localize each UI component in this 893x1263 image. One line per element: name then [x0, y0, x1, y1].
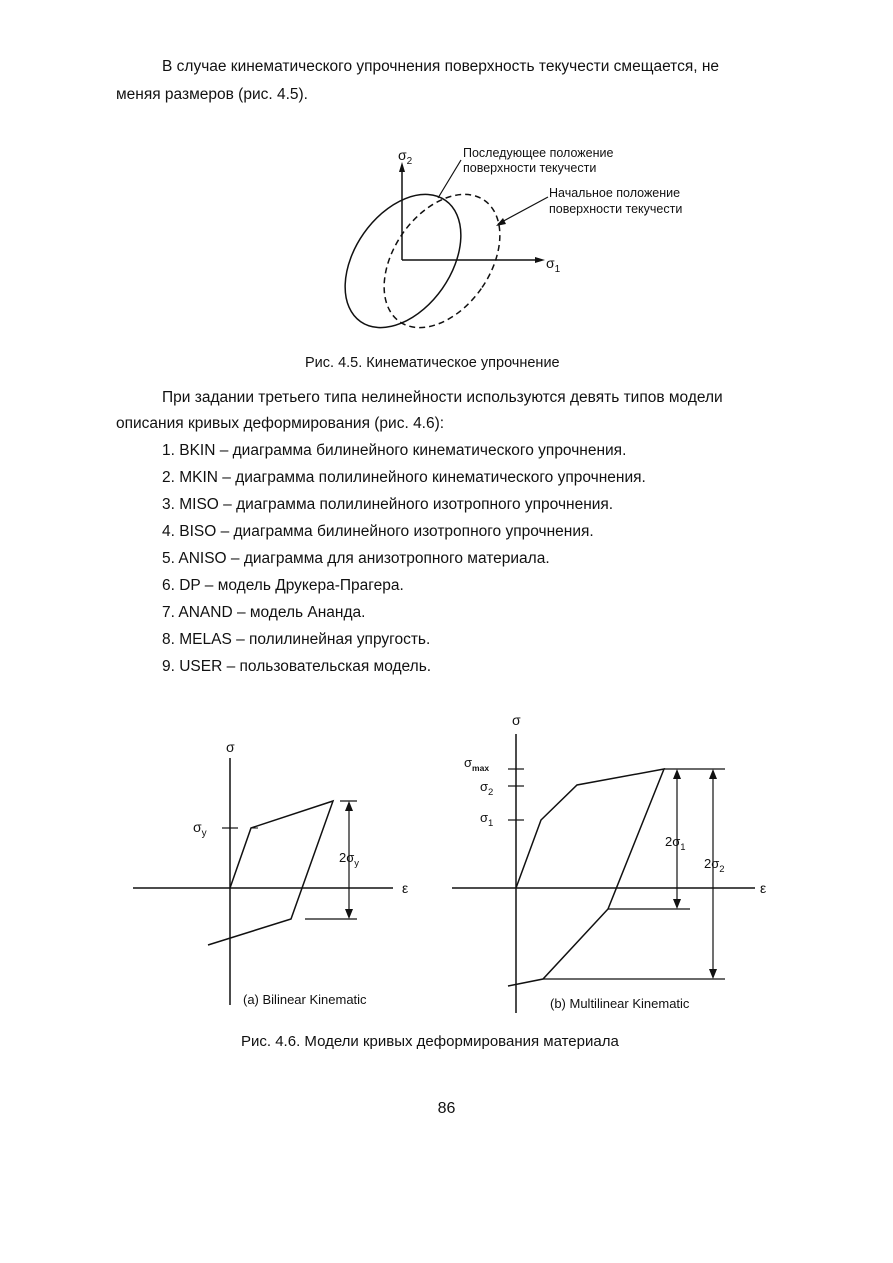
bilinear-loop — [208, 801, 333, 945]
sigma-max-label: $\sigma_{max}$ — [464, 755, 490, 773]
model-item-biso: 4. BISO – диаграмма билинейного изотропного упрочнения. — [162, 523, 594, 540]
multilinear-kinematic-label: (b) Multilinear Kinematic — [550, 996, 690, 1011]
initial-yield-surface — [360, 173, 524, 349]
figure-4-6-caption: Рис. 4.6. Модели кривых деформирования материала — [241, 1033, 619, 1050]
paragraph-2-line-2: описания кривых деформирования (рис. 4.6): — [116, 415, 445, 432]
page-number: 86 — [437, 1100, 456, 1117]
multilinear-loop — [508, 769, 664, 986]
model-item-bkin: 1. BKIN – диаграмма билинейного кинематического упрочнения. — [162, 442, 627, 459]
fig45-label-next-2: поверхности текучести — [463, 161, 597, 175]
fig45-axis-y-label: $\sigma_2$ — [398, 147, 413, 167]
figure-4-5-caption: Рис. 4.5. Кинематическое упрочнение — [305, 355, 560, 371]
model-item-melas: 8. MELAS – полилинейная упругость. — [162, 631, 431, 648]
paragraph-2-line-1: При задании третьего типа нелинейности используются девять типов модели — [162, 389, 723, 406]
sigma-2-label: $\sigma_2$ — [480, 779, 494, 798]
model-item-mkin: 2. MKIN – диаграмма полилинейного кинематического упрочнения. — [162, 469, 646, 486]
right-axis-y-label: σ — [512, 712, 521, 728]
model-item-user: 9. USER – пользовательская модель. — [162, 658, 432, 675]
model-item-anand: 7. ANAND – модель Ананда. — [162, 604, 366, 621]
two-sigma-1-label: $2\sigma_1$ — [665, 834, 686, 853]
left-axis-x-label: ε — [402, 880, 409, 896]
two-sigma-y-label: $2\sigma_y$ — [339, 850, 360, 869]
paragraph-1-line-2: меняя размеров (рис. 4.5). — [116, 86, 308, 103]
right-axis-x-label: ε — [760, 880, 767, 896]
fig45-label-next-1: Последующее положение — [463, 146, 614, 160]
sigma-1-label: $\sigma_1$ — [480, 810, 494, 829]
figure-4-6 — [0, 700, 893, 1040]
left-axis-y-label: σ — [226, 739, 235, 755]
sigma-y-label: $\sigma_y$ — [193, 819, 207, 839]
model-item-aniso: 5. ANISO – диаграмма для анизотропного материала. — [162, 550, 550, 567]
multilinear-kinematic-plot — [452, 712, 766, 1013]
subsequent-yield-surface — [321, 173, 485, 349]
two-sigma-2-label: $2\sigma_2$ — [704, 856, 725, 875]
model-item-miso: 3. MISO – диаграмма полилинейного изотропного упрочнения. — [162, 496, 614, 513]
fig45-label-init-1: Начальное положение — [549, 186, 681, 200]
model-item-dp: 6. DP – модель Друкера-Прагера. — [162, 577, 404, 594]
figure-4-5 — [0, 0, 893, 360]
bilinear-kinematic-plot — [133, 739, 408, 1007]
bilinear-kinematic-label: (a) Bilinear Kinematic — [243, 992, 367, 1007]
paragraph-1-line-1: В случае кинематического упрочнения поверхность текучести смещается, не — [162, 58, 720, 75]
fig45-axis-x-label: $\sigma_1$ — [546, 255, 561, 275]
fig45-label-init-2: поверхности текучести — [549, 202, 683, 216]
